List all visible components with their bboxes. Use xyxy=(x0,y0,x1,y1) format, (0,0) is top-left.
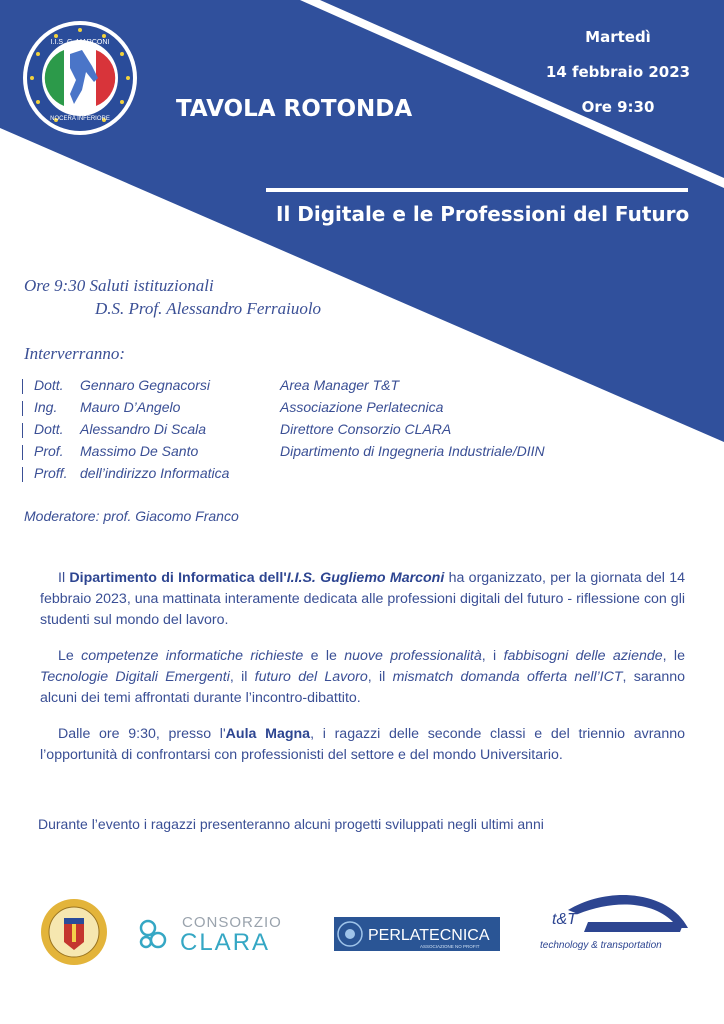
clara-main-text: CLARA xyxy=(180,929,271,954)
speaker-bar xyxy=(22,467,23,482)
moderator: Moderatore: prof. Giacomo Franco xyxy=(24,508,239,524)
speaker-name: Gennaro Gegnacorsi xyxy=(80,377,210,393)
speaker-name: dell’indirizzo Informatica xyxy=(80,465,230,481)
paragraph-intro: Il Dipartimento di Informatica dell'I.I.S. Gugliemo Marconi ha organizzato, per la giornata del 14 febbraio 2023, una mattinata interamente dedicata alle professioni digitali del futuro - riflessione con gli studenti sul mondo del lavoro. xyxy=(40,570,685,628)
logo-text-bottom: NOCERA INFERIORE xyxy=(50,116,110,122)
closing-note: Durante l’evento i ragazzi presenteranno alcuni progetti sviluppati negli ultimi anni xyxy=(38,816,544,832)
speaker-title: Proff. xyxy=(34,465,68,481)
speaker-bar xyxy=(22,423,23,438)
speaker-title: Dott. xyxy=(34,377,64,393)
tt-mark-text: t&T xyxy=(552,911,577,928)
speaker-role: Dipartimento di Ingegneria Industriale/DIIN xyxy=(280,443,545,459)
page-title: TAVOLA ROTONDA xyxy=(176,96,413,122)
paragraph-location: Dalle ore 9:30, presso l'Aula Magna, i ragazzi delle seconde classi e del triennio avranno l’opportunità di confrontarsi con professionisti del settore e del mondo Universitario. xyxy=(40,726,685,763)
greeting-line: Ore 9:30 Saluti istituzionali xyxy=(24,276,214,295)
speaker-title: Ing. xyxy=(34,399,58,415)
school-logo xyxy=(22,20,138,136)
speaker-role: Area Manager T&T xyxy=(280,377,400,393)
subtitle: Il Digitale e le Professioni del Futuro xyxy=(276,202,690,226)
greeting-speaker: D.S. Prof. Alessandro Ferraiuolo xyxy=(95,299,322,318)
clara-top-text: CONSORZIO xyxy=(182,914,282,931)
speaker-bar xyxy=(22,401,23,416)
perla-sub-text: ASSOCIAZIONE NO PROFIT xyxy=(420,944,480,949)
date: 14 febbraio 2023 xyxy=(545,63,691,81)
speaker-title: Dott. xyxy=(34,421,64,437)
speaker-title: Prof. xyxy=(34,443,64,459)
date-day: Martedì xyxy=(585,28,651,46)
paragraph-topics: Le competenze informatiche richieste e le nuove professionalità, i fabbisogni delle aziende, le Tecnologie Digitali Emergenti, il futuro del Lavoro, il mismatch domanda offerta nell’ICT, saranno alcuni dei temi affrontati durante l’incontro-dibattito. xyxy=(40,648,686,706)
speaker-role: Associazione Perlatecnica xyxy=(280,399,444,415)
speaker-name: Massimo De Santo xyxy=(80,443,199,459)
university-seal-logo xyxy=(40,898,108,966)
technology-transportation-logo xyxy=(538,888,690,954)
tt-line-text: technology & transportation xyxy=(540,940,662,951)
time: Ore 9:30 xyxy=(581,98,655,116)
logo-text-top: I.I.S. G. MARCONI xyxy=(50,39,110,46)
speaker-name: Mauro D’Angelo xyxy=(80,399,181,415)
perla-main-text: PERLATECNICA xyxy=(368,927,490,944)
speaker-name: Alessandro Di Scala xyxy=(80,421,207,437)
date-block xyxy=(540,20,696,125)
consorzio-clara-logo xyxy=(138,910,304,954)
speaker-bar xyxy=(22,379,23,394)
speaker-bar xyxy=(22,445,23,460)
perlatecnica-logo xyxy=(334,917,500,951)
interventions-heading: Interverranno: xyxy=(24,344,126,363)
speaker-role: Direttore Consorzio CLARA xyxy=(280,421,452,437)
